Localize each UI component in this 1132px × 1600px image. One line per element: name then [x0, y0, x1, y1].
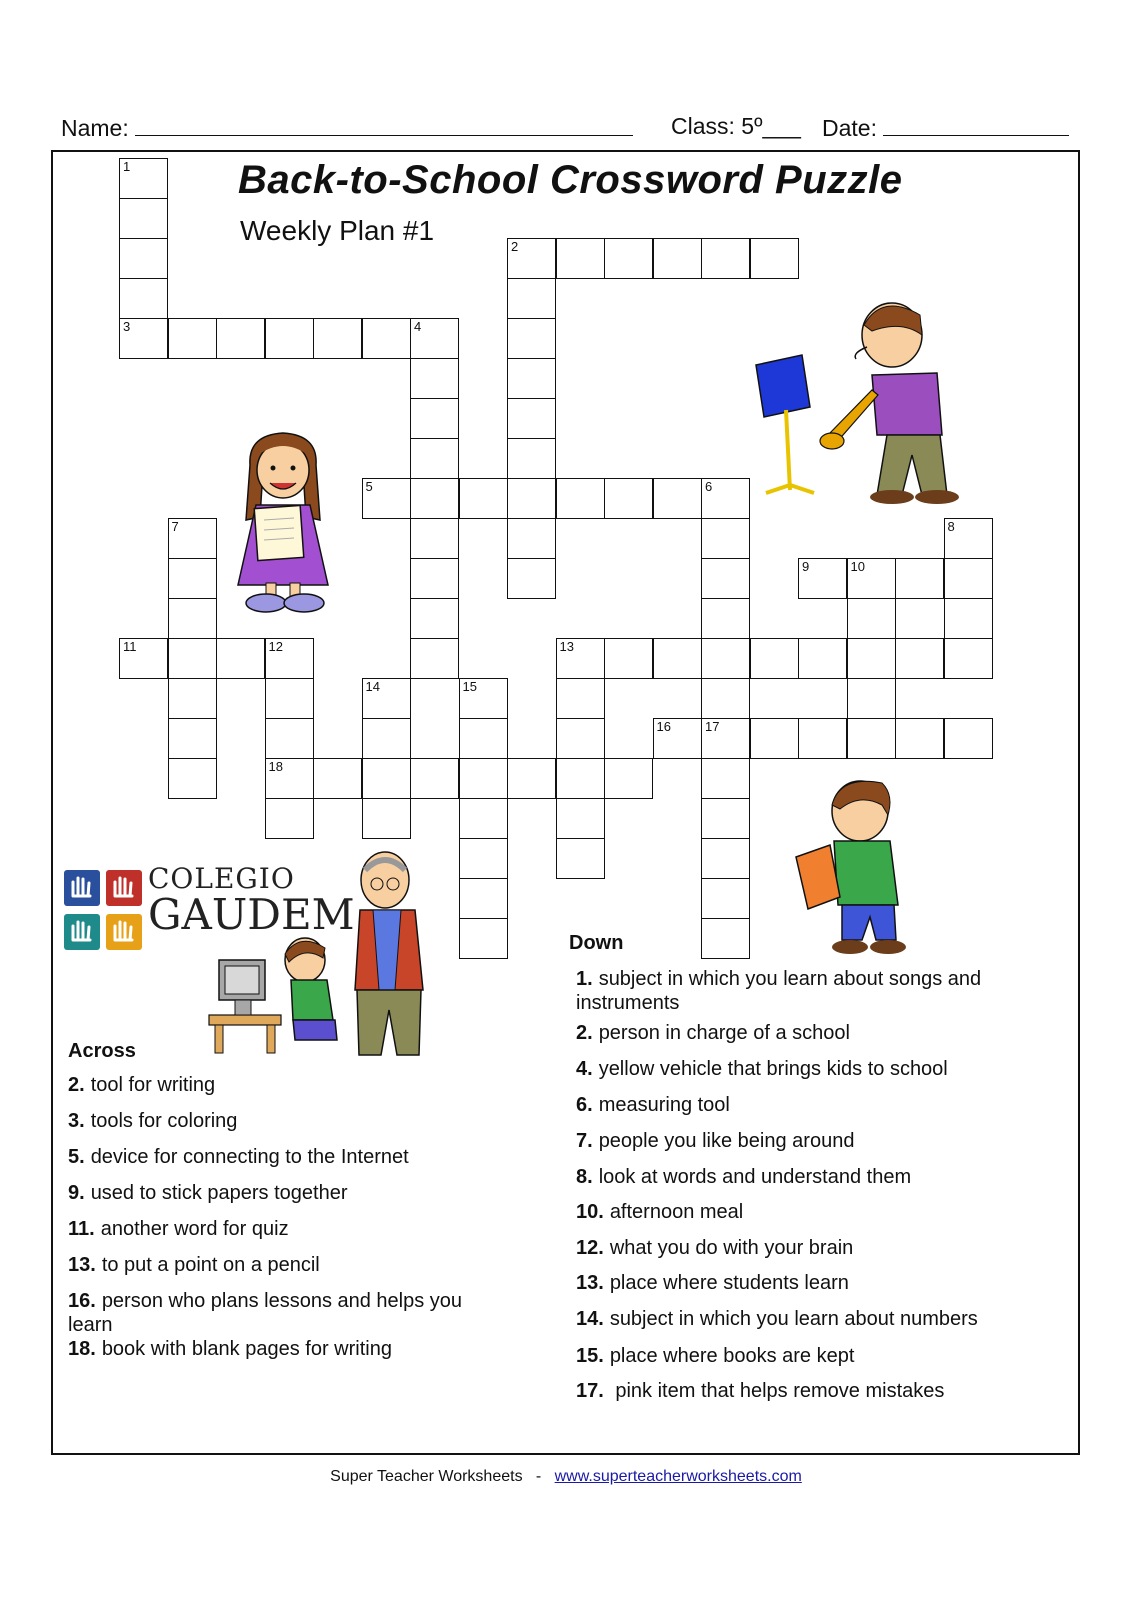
clue-text: measuring tool [598, 1094, 730, 1116]
clue-number: 17. [576, 1380, 604, 1402]
crossword-cell[interactable] [119, 278, 168, 319]
crossword-cell[interactable] [119, 238, 168, 279]
crossword-cell[interactable] [362, 478, 411, 519]
crossword-cell[interactable] [362, 798, 411, 839]
date-label: Date: [822, 115, 877, 141]
clue-item [576, 1021, 1046, 1045]
crossword-cell-number: 15 [462, 679, 477, 694]
across-heading: Across [68, 1040, 136, 1062]
crossword-cell-number: 11 [123, 639, 137, 654]
boy-trumpet-illustration [752, 295, 962, 510]
girl-reading-illustration [228, 425, 338, 615]
crossword-cell[interactable] [265, 678, 314, 719]
clue-item [68, 1109, 508, 1133]
crossword-cell[interactable] [216, 638, 265, 679]
crossword-cell[interactable] [653, 478, 702, 519]
clue-number: 15. [576, 1345, 604, 1367]
crossword-cell[interactable] [168, 718, 217, 759]
clue-text: tools for coloring [90, 1110, 238, 1132]
crossword-cell[interactable] [507, 278, 556, 319]
clue-item [68, 1337, 508, 1361]
clue-item [576, 1057, 1046, 1081]
crossword-cell[interactable] [265, 718, 314, 759]
crossword-cell[interactable] [362, 758, 411, 799]
crossword-cell-number: 14 [365, 679, 380, 694]
clue-number: 12. [576, 1237, 604, 1259]
crossword-cell[interactable] [944, 518, 993, 559]
crossword-cell[interactable] [847, 678, 896, 719]
clue-item [68, 1253, 508, 1277]
footer-separator: - [535, 1468, 542, 1485]
crossword-cell[interactable] [895, 558, 944, 599]
crossword-cell[interactable] [410, 638, 459, 679]
crossword-cell[interactable] [507, 478, 556, 519]
crossword-cell[interactable] [750, 638, 799, 679]
crossword-cell[interactable] [459, 878, 508, 919]
crossword-cell[interactable] [265, 638, 314, 679]
crossword-cell[interactable] [507, 518, 556, 559]
crossword-cell-number: 10 [850, 559, 865, 574]
clue-text: people you like being around [598, 1130, 855, 1152]
crossword-cell[interactable] [265, 758, 314, 799]
clue-number: 1. [576, 968, 593, 990]
crossword-cell[interactable] [216, 318, 265, 359]
clue-item [576, 1200, 1046, 1224]
crossword-cell[interactable] [798, 638, 847, 679]
clue-text: to put a point on a pencil [101, 1254, 320, 1276]
clue-item [576, 1307, 1046, 1331]
crossword-cell[interactable] [653, 238, 702, 279]
crossword-cell[interactable] [410, 478, 459, 519]
clue-number: 11. [68, 1218, 95, 1240]
crossword-cell[interactable] [119, 638, 168, 679]
crossword-cell[interactable] [168, 678, 217, 719]
clue-item [576, 1271, 1046, 1295]
crossword-cell[interactable] [362, 678, 411, 719]
crossword-cell-number: 12 [268, 639, 283, 654]
crossword-cell[interactable] [847, 718, 896, 759]
crossword-cell[interactable] [168, 558, 217, 599]
crossword-cell[interactable] [701, 838, 750, 879]
crossword-cell[interactable] [701, 758, 750, 799]
crossword-cell[interactable] [410, 758, 459, 799]
clue-text: person who plans lessons and helps you learn [68, 1290, 463, 1336]
clue-item [576, 1379, 1046, 1403]
page-subtitle: Weekly Plan #1 [240, 215, 435, 246]
clue-number: 10. [576, 1201, 604, 1223]
crossword-cell[interactable] [507, 358, 556, 399]
crossword-cell[interactable] [459, 758, 508, 799]
clue-text: what you do with your brain [609, 1237, 854, 1259]
clue-number: 4. [576, 1058, 593, 1080]
clue-item [576, 967, 1046, 1015]
boy-reading-book-illustration [790, 775, 920, 960]
crossword-cell[interactable] [507, 238, 556, 279]
crossword-cell[interactable] [410, 398, 459, 439]
crossword-cell[interactable] [701, 918, 750, 959]
crossword-cell[interactable] [556, 718, 605, 759]
clue-text: place where students learn [609, 1272, 849, 1294]
crossword-cell-number: 16 [656, 719, 671, 734]
logo-line2: GAUDEM [148, 890, 355, 939]
crossword-cell[interactable] [701, 678, 750, 719]
clue-number: 14. [576, 1308, 604, 1330]
clue-item [576, 1344, 1046, 1368]
crossword-cell[interactable] [556, 238, 605, 279]
clue-text: place where books are kept [609, 1345, 855, 1367]
crossword-cell[interactable] [604, 478, 653, 519]
clue-number: 3. [68, 1110, 85, 1132]
crossword-cell[interactable] [556, 758, 605, 799]
crossword-cell[interactable] [604, 638, 653, 679]
clue-item [576, 1165, 1046, 1189]
clue-number: 13. [576, 1272, 604, 1294]
crossword-cell-number: 13 [559, 639, 574, 654]
clue-item [68, 1181, 508, 1205]
clue-text: pink item that helps remove mistakes [609, 1380, 945, 1402]
clue-number: 18. [68, 1338, 96, 1360]
name-label: Name: [61, 115, 129, 141]
clue-item [68, 1289, 508, 1337]
crossword-cell[interactable] [701, 798, 750, 839]
crossword-cell[interactable] [750, 718, 799, 759]
crossword-cell-number: 3 [123, 319, 131, 334]
clue-item [576, 1129, 1046, 1153]
clue-text: subject in which you learn about songs and instruments [576, 968, 982, 1014]
crossword-cell[interactable] [847, 638, 896, 679]
clue-text: used to stick papers together [90, 1182, 348, 1204]
clue-item [68, 1073, 508, 1097]
crossword-cell[interactable] [119, 318, 168, 359]
crossword-cell[interactable] [459, 798, 508, 839]
crossword-cell[interactable] [701, 518, 750, 559]
clue-number: 16. [68, 1290, 96, 1312]
clue-text: book with blank pages for writing [101, 1338, 392, 1360]
crossword-cell[interactable] [556, 638, 605, 679]
crossword-cell[interactable] [701, 718, 750, 759]
clue-number: 9. [68, 1182, 85, 1204]
crossword-cell[interactable] [944, 638, 993, 679]
crossword-cell[interactable] [556, 798, 605, 839]
crossword-cell-number: 7 [171, 519, 179, 534]
crossword-cell-number: 6 [705, 479, 713, 494]
crossword-cell[interactable] [119, 158, 168, 199]
crossword-cell[interactable] [944, 598, 993, 639]
crossword-cell[interactable] [701, 478, 750, 519]
clue-text: another word for quiz [100, 1218, 289, 1240]
crossword-cell-number: 18 [268, 759, 283, 774]
crossword-cell[interactable] [556, 678, 605, 719]
crossword-cell[interactable] [701, 238, 750, 279]
crossword-cell[interactable] [507, 758, 556, 799]
crossword-cell-number: 4 [414, 319, 422, 334]
crossword-cell[interactable] [556, 478, 605, 519]
colegio-gaudem-logo [64, 862, 355, 952]
clue-item [68, 1145, 508, 1169]
clue-number: 8. [576, 1166, 593, 1188]
crossword-cell[interactable] [847, 598, 896, 639]
crossword-cell[interactable] [410, 358, 459, 399]
crossword-cell[interactable] [895, 638, 944, 679]
crossword-cell[interactable] [168, 318, 217, 359]
crossword-cell[interactable] [265, 318, 314, 359]
crossword-cell[interactable] [507, 438, 556, 479]
crossword-cell[interactable] [168, 518, 217, 559]
crossword-cell-number: 5 [365, 479, 373, 494]
crossword-cell[interactable] [410, 438, 459, 479]
crossword-cell[interactable] [168, 758, 217, 799]
crossword-cell-number: 1 [123, 159, 131, 174]
crossword-cell[interactable] [119, 198, 168, 239]
clue-text: tool for writing [90, 1074, 216, 1096]
crossword-cell[interactable] [653, 638, 702, 679]
clue-number: 2. [576, 1022, 593, 1044]
clue-text: subject in which you learn about numbers [609, 1308, 978, 1330]
crossword-cell[interactable] [362, 718, 411, 759]
clue-item [68, 1217, 508, 1241]
crossword-cell[interactable] [459, 918, 508, 959]
crossword-cell[interactable] [313, 758, 362, 799]
crossword-cell[interactable] [459, 838, 508, 879]
crossword-cell[interactable] [507, 318, 556, 359]
down-heading: Down [569, 932, 624, 954]
clue-number: 7. [576, 1130, 593, 1152]
crossword-cell[interactable] [750, 238, 799, 279]
clue-item [576, 1093, 1046, 1117]
logo-line1: COLEGIO [148, 862, 295, 895]
clue-number: 6. [576, 1094, 593, 1116]
crossword-cell[interactable] [556, 838, 605, 879]
crossword-cell-number: 2 [511, 239, 519, 254]
crossword-cell[interactable] [701, 598, 750, 639]
crossword-cell-number: 9 [802, 559, 810, 574]
clue-number: 2. [68, 1074, 85, 1096]
crossword-cell[interactable] [798, 718, 847, 759]
clue-text: person in charge of a school [598, 1022, 850, 1044]
crossword-cell[interactable] [265, 798, 314, 839]
crossword-cell[interactable] [604, 238, 653, 279]
footer-brand: Super Teacher Worksheets [330, 1468, 523, 1485]
clue-text: look at words and understand them [598, 1166, 912, 1188]
crossword-cell[interactable] [507, 558, 556, 599]
logo-hands-icon [64, 870, 144, 952]
crossword-cell[interactable] [701, 638, 750, 679]
footer [0, 1468, 1132, 1486]
crossword-cell[interactable] [313, 318, 362, 359]
crossword-cell-number: 17 [705, 719, 720, 734]
clue-text: device for connecting to the Internet [90, 1146, 409, 1168]
crossword-cell[interactable] [604, 758, 653, 799]
crossword-cell[interactable] [507, 398, 556, 439]
crossword-cell-number: 8 [947, 519, 955, 534]
crossword-cell[interactable] [459, 678, 508, 719]
crossword-cell[interactable] [701, 558, 750, 599]
crossword-cell[interactable] [410, 318, 459, 359]
crossword-cell[interactable] [168, 638, 217, 679]
page-title: Back-to-School Crossword Puzzle [238, 158, 903, 202]
clue-number: 13. [68, 1254, 96, 1276]
crossword-cell[interactable] [459, 718, 508, 759]
crossword-cell[interactable] [168, 598, 217, 639]
footer-link[interactable]: www.superteacherworksheets.com [554, 1468, 802, 1485]
class-label: Class: 5º___ [671, 113, 801, 139]
crossword-cell[interactable] [944, 718, 993, 759]
crossword-cell[interactable] [798, 558, 847, 599]
crossword-cell[interactable] [362, 318, 411, 359]
crossword-cell[interactable] [895, 718, 944, 759]
crossword-cell[interactable] [944, 558, 993, 599]
clue-item [576, 1236, 1046, 1260]
crossword-cell[interactable] [847, 558, 896, 599]
clue-number: 5. [68, 1146, 85, 1168]
clue-text: yellow vehicle that brings kids to school [598, 1058, 948, 1080]
crossword-cell[interactable] [701, 878, 750, 919]
crossword-cell[interactable] [410, 598, 459, 639]
clue-text: afternoon meal [609, 1201, 744, 1223]
crossword-cell[interactable] [459, 478, 508, 519]
crossword-cell[interactable] [410, 518, 459, 559]
crossword-cell[interactable] [410, 558, 459, 599]
crossword-cell[interactable] [653, 718, 702, 759]
